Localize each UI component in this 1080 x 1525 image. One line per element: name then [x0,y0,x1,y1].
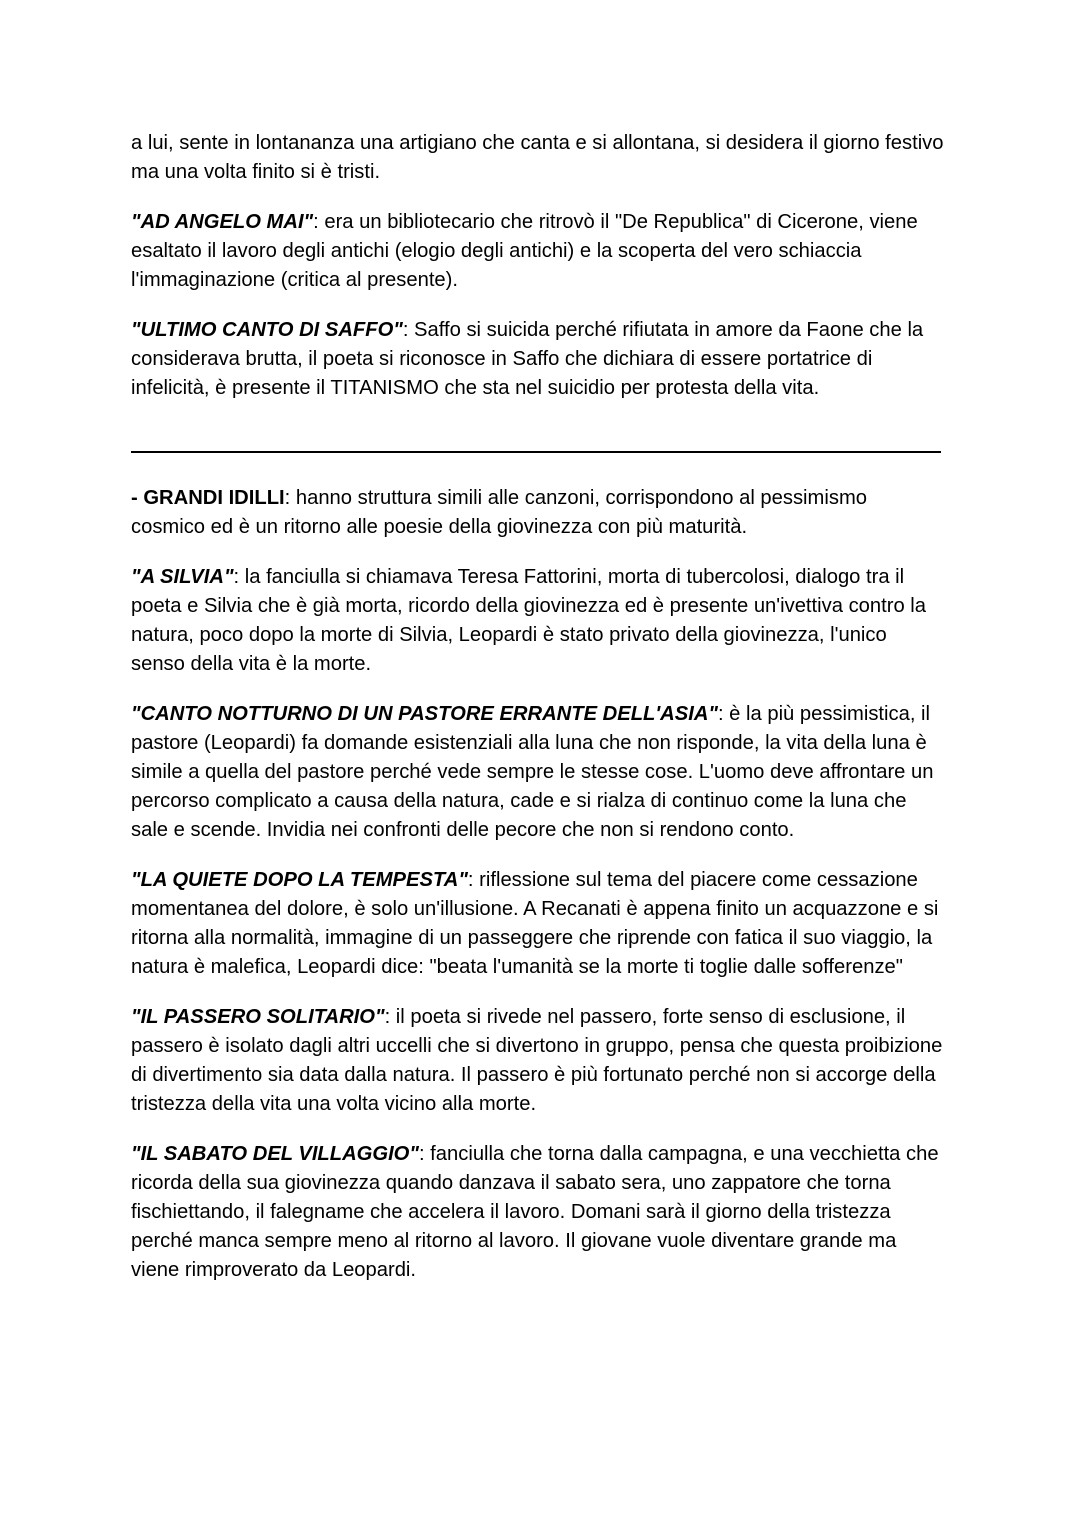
paragraph-text: : riflessione sul tema del piacere come cessazione momentanea del dolore, è solo un'illusione. A Recanati è appena finito un acquazzone e si ritorna alla normalità, immagine di un passeggere che riprende con fatica il suo viaggio, la natura è malefica, Leopardi dice: "beata l'umanità se la morte ti toglie dalle sofferenze" [131,869,939,978]
paragraph-il-sabato-del-villaggio [131,1140,946,1285]
poem-title: "A SILVIA" [131,566,234,588]
paragraph-text: : la fanciulla si chiamava Teresa Fattorini, morta di tubercolosi, dialogo tra il poeta e Silvia che è già morta, ricordo della giovinezza ed è presente un'ivettiva contro la natura, poco dopo la morte di Silvia, Leopardi è stato privato della giovinezza, l'unico senso della vita è la morte. [131,566,926,675]
paragraph-text: : il poeta si rivede nel passero, forte senso di esclusione, il passero è isolato dagli altri uccelli che si divertono in gruppo, pensa che questa proibizione di divertimento sia data dalla natura. Il passero è più fortunato perché non si accorge della tristezza della vita una volta vicino alla morte. [131,1006,943,1115]
paragraph-il-passero-solitario [131,1003,946,1119]
poem-title: "AD ANGELO MAI" [131,211,314,233]
poem-title: "ULTIMO CANTO DI SAFFO" [131,319,403,341]
paragraph-text: : è la più pessimistica, il pastore (Leopardi) fa domande esistenziali alla luna che non risponde, la vita della luna è simile a quella del pastore perché vede sempre le stesse cose. L'uomo deve affrontare un percorso complicato a causa della natura, cade e si rialza di continuo come la luna che sale e scende. Invidia nei confronti delle pecore che non si rendono conto. [131,703,934,841]
paragraph-grandi-idilli [131,484,946,542]
paragraph-ad-angelo-mai [131,208,946,295]
paragraph-a-silvia [131,563,946,679]
paragraph-text: : fanciulla che torna dalla campagna, e una vecchietta che ricorda della sua giovinezza quando danzava il sabato sera, uno zappatore che torna fischiettando, il falegname che accelera il lavoro. Domani sarà il giorno della tristezza perché manca sempre meno al ritorno al lavoro. Il giovane vuole diventare grande ma viene rimproverato da Leopardi. [131,1143,939,1281]
paragraph-text: : Saffo si suicida perché rifiutata in amore da Faone che la considerava brutta, il poeta si riconosce in Saffo che dichiara di essere portatrice di infelicità, è presente il TITANISMO che sta nel suicidio per protesta della vita. [131,319,924,399]
poem-title: "IL PASSERO SOLITARIO" [131,1006,385,1028]
horizontal-divider [131,451,941,453]
paragraph-la-quiete-dopo-la-tempesta [131,866,946,982]
section-title: - GRANDI IDILLI [131,487,285,509]
poem-title: "IL SABATO DEL VILLAGGIO" [131,1143,419,1165]
paragraph-intro-continuation [131,129,946,187]
document-page [131,129,946,1285]
paragraph-text: : hanno struttura simili alle canzoni, corrispondono al pessimismo cosmico ed è un ritorno alle poesie della giovinezza con più maturità. [131,487,867,538]
paragraph-text: : era un bibliotecario che ritrovò il "De Republica" di Cicerone, viene esaltato il lavoro degli antichi (elogio degli antichi) e la scoperta del vero schiaccia l'immaginazione (critica al presente). [131,211,918,291]
paragraph-text: a lui, sente in lontananza una artigiano che canta e si allontana, si desidera il giorno festivo ma una volta finito si è tristi. [131,132,944,183]
paragraph-canto-notturno [131,700,946,845]
poem-title: "LA QUIETE DOPO LA TEMPESTA" [131,869,468,891]
paragraph-ultimo-canto-di-saffo [131,316,946,403]
poem-title: "CANTO NOTTURNO DI UN PASTORE ERRANTE DELL'ASIA" [131,703,718,725]
